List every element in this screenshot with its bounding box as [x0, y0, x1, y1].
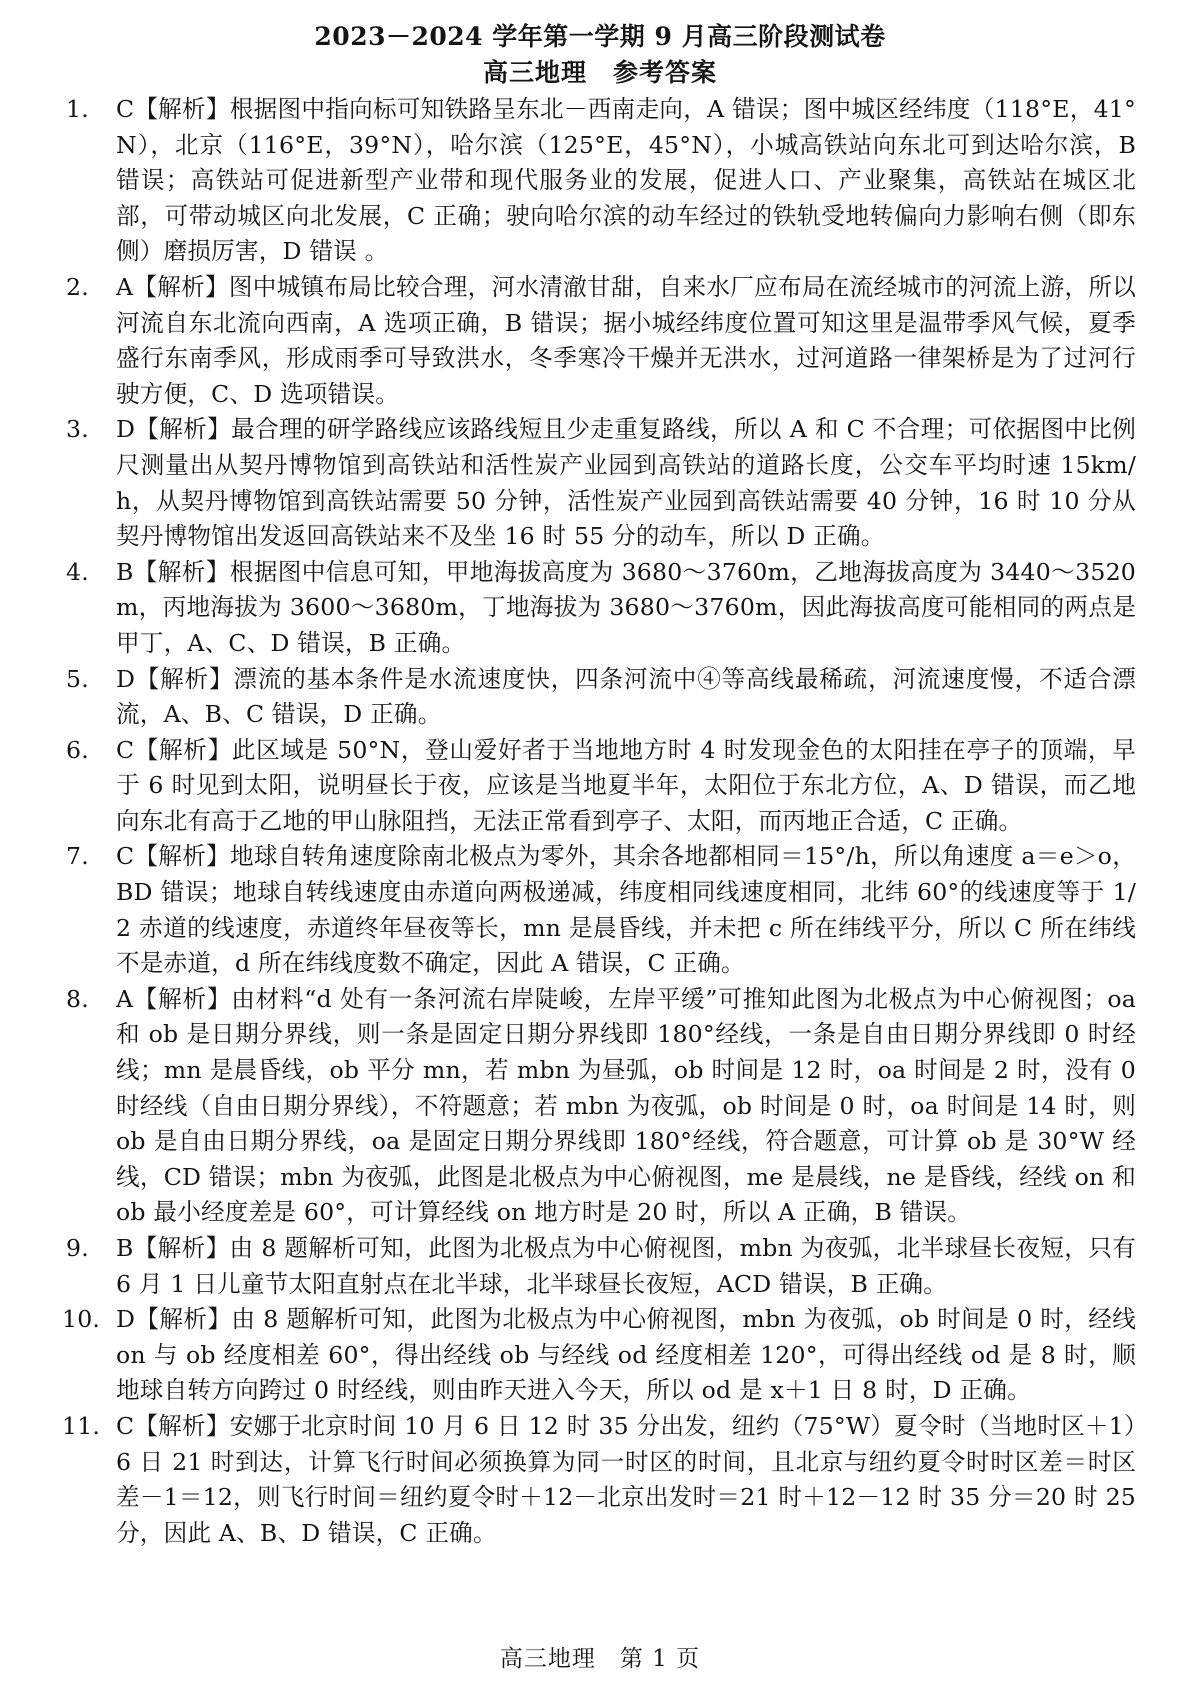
- answer-text: D【解析】由 8 题解析可知，此图为北极点为中心俯视图，mbn 为夜弧，ob 时间是 0 时，经线 on 与 ob 经度相差 60°，得出经线 ob 与经线 od 经度相差 120°，可得出经线 od 是 8 时，顺地球自转方向跨过 0 时经线，则由昨天进入今天，所以 od 是 x＋1 日 8 时，D 正确。: [116, 1305, 1136, 1405]
- answer-list: [62, 92, 1136, 1551]
- answer-number: 2.: [66, 272, 89, 301]
- answer-item-5: [66, 662, 1136, 733]
- answer-text: C【解析】地球自转角速度除南北极点为零外，其余各地都相同＝15°/h，所以角速度 a＝e＞o，BD 错误；地球自转线速度由赤道向两极递减，纬度相同线速度相同，北纬 60°的线速度等于 1/2 赤道的线速度，赤道终年昼夜等长，mn 是晨昏线，并未把 c 所在纬线平分，所以 C 所在纬线不是赤道，d 所在纬线度数不确定，因此 A 错误，C 正确。: [116, 842, 1136, 978]
- answer-item-9: [66, 1231, 1136, 1302]
- answer-item-7: [66, 839, 1136, 981]
- answer-text: D【解析】漂流的基本条件是水流速度快，四条河流中④等高线最稀疏，河流速度慢，不适合漂流，A、B、C 错误，D 正确。: [116, 664, 1136, 729]
- answer-number: 1.: [66, 95, 89, 123]
- answer-number: 7.: [66, 842, 89, 871]
- answer-number: 6.: [66, 735, 89, 764]
- answer-item-3: [66, 412, 1136, 554]
- answer-item-2: [66, 270, 1136, 412]
- answer-text: A【解析】由材料“d 处有一条河流右岸陡峻，左岸平缓”可推知此图为北极点为中心俯视图；oa 和 ob 是日期分界线，则一条是固定日期分界线即 180°经线，一条是自由日期分界线即 0 时经线；mn 是晨昏线，ob 平分 mn，若 mbn 为昼弧，ob 时间是 12 时，oa 时间是 2 时，没有 0 时经线（自由日期分界线），不符题意；若 mbn 为夜弧，ob 时间是 0 时，oa 时间是 14 时，则 ob 是自由日期分界线，oa 是固定日期分界线即 180°经线，符合题意，可计算 ob 是 30°W 经线，CD 错误；mbn 为夜弧，此图是北极点为中心俯视图，me 是晨线，ne 是昏线，经线 on 和 ob 最小经度差是 60°，可计算经线 on 地方时是 20 时，所以 A 正确，B 错误。: [116, 984, 1136, 1227]
- answer-item-4: [66, 555, 1136, 662]
- answer-text: A【解析】图中城镇布局比较合理，河水清澈甘甜，自来水厂应布局在流经城市的河流上游，所以河流自东北流向西南，A 选项正确，B 错误；据小城经纬度位置可知这里是温带季风气候，夏季盛行东南季风，形成雨季可导致洪水，冬季寒冷干燥并无洪水，过河道路一律架桥是为了过河行驶方便，C、D 选项错误。: [116, 272, 1136, 408]
- answer-number: 10.: [62, 1305, 101, 1334]
- answer-number: 8.: [66, 984, 89, 1013]
- answer-item-10: [62, 1302, 1136, 1409]
- answer-number: 4.: [66, 557, 89, 586]
- answer-item-8: [66, 982, 1136, 1231]
- answer-number: 3.: [66, 415, 89, 444]
- answer-number: 11.: [62, 1411, 101, 1440]
- answer-item-6: [66, 733, 1136, 840]
- answer-item-1: [66, 92, 1136, 270]
- answer-text: B【解析】根据图中信息可知，甲地海拔高度为 3680～3760m，乙地海拔高度为 3440～3520m，丙地海拔为 3600～3680m，丁地海拔为 3680～3760m，因此海拔高度可能相同的两点是甲丁，A、C、D 错误，B 正确。: [116, 557, 1136, 657]
- page-footer: 高三地理 第 1 页: [499, 1646, 701, 1672]
- answer-text: C【解析】此区域是 50°N，登山爱好者于当地地方时 4 时发现金色的太阳挂在亭子的顶端，早于 6 时见到太阳，说明昼长于夜，应该是当地夏半年，太阳位于东北方位，A、D 错误，而乙地向东北有高于乙地的甲山脉阻挡，无法正常看到亭子、太阳，而丙地正合适，C 正确。: [116, 735, 1136, 835]
- document-title: 2023－2024 学年第一学期 9 月高三阶段测试卷: [314, 22, 886, 51]
- answer-number: 9.: [66, 1234, 89, 1262]
- answer-text: C【解析】安娜于北京时间 10 月 6 日 12 时 35 分出发，纽约（75°W）夏令时（当地时区＋1）6 日 21 时到达，计算飞行时间必须换算为同一时区的时间，且北京与纽约夏令时时区差＝时区差－1＝12，则飞行时间＝纽约夏令时＋12－北京出发时＝21 时＋12－12 时 35 分＝20 时 25 分，因此 A、B、D 错误，C 正确。: [116, 1411, 1136, 1547]
- answer-number: 5.: [66, 664, 89, 693]
- answer-text: C【解析】根据图中指向标可知铁路呈东北－西南走向，A 错误；图中城区经纬度（118°E，41°N），北京（116°E，39°N），哈尔滨（125°E，45°N），小城高铁站向东北可到达哈尔滨，B 错误；高铁站可促进新型产业带和现代服务业的发展，促进人口、产业聚集，高铁站在城区北部，可带动城区向北发展，C 正确；驶向哈尔滨的动车经过的铁轨受地转偏向力影响右侧（即东侧）磨损厉害，D 错误 。: [116, 95, 1136, 266]
- document-subtitle: 高三地理 参考答案: [482, 58, 717, 87]
- answer-text: B【解析】由 8 题解析可知，此图为北极点为中心俯视图，mbn 为夜弧，北半球昼长夜短，只有 6 月 1 日儿童节太阳直射点在北半球，北半球昼长夜短，ACD 错误，B 正确。: [116, 1234, 1136, 1298]
- answer-text: D【解析】最合理的研学路线应该路线短且少走重复路线，所以 A 和 C 不合理；可依据图中比例尺测量出从契丹博物馆到高铁站和活性炭产业园到高铁站的道路长度，公交车平均时速 15km/h，从契丹博物馆到高铁站需要 50 分钟，活性炭产业园到高铁站需要 40 分钟，16 时 10 分从契丹博物馆出发返回高铁站来不及坐 16 时 55 分的动车，所以 D 正确。: [116, 415, 1136, 551]
- answer-item-11: [62, 1409, 1136, 1551]
